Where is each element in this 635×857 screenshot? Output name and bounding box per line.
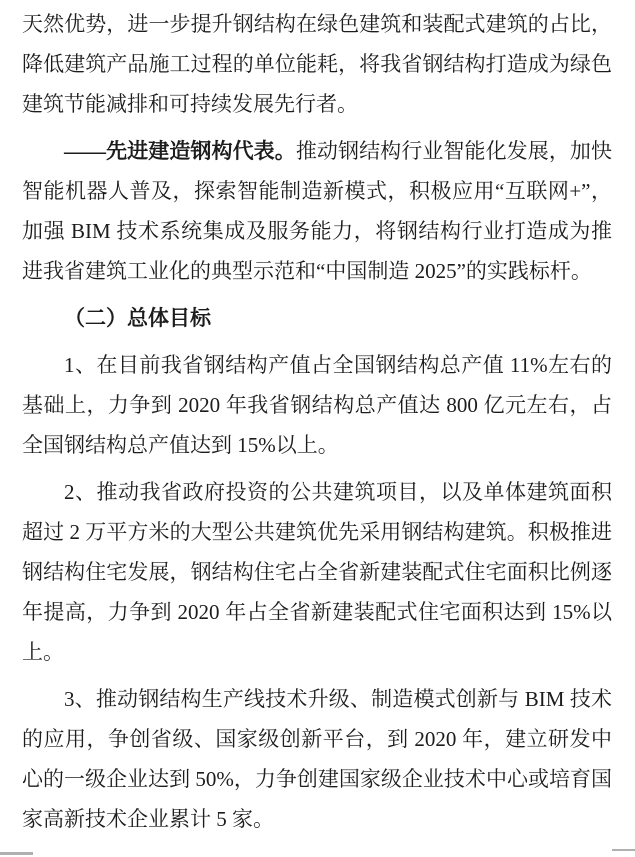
paragraph-goal-3: 3、推动钢结构生产线技术升级、制造模式创新与 BIM 技术的应用，争创省级、国家级创新平台，到 2020 年，建立研发中心的一级企业达到 50%，力争创建国家级企业技术中心或培育国家高新技术企业累计 5 家。	[22, 687, 612, 831]
paragraph-goal-1: 1、在目前我省钢结构产值占全国钢结构总产值 11%左右的基础上，力争到 2020 年我省钢结构总产值达 800 亿元左右，占全国钢结构总产值达到 15%以上。	[22, 353, 612, 457]
page-divider-left	[0, 852, 33, 855]
paragraph-text: 推动钢结构行业智能化发展，加快智能机器人普及，探索智能制造新模式，积极应用“互联网+”，加强 BIM 技术系统集成及服务能力，将钢结构行业打造成为推进我省建筑工业化的典型示范和“中国制造 2025”的实践标杆。	[22, 139, 613, 283]
paragraph-continuation: 天然优势，进一步提升钢结构在绿色建筑和装配式建筑的占比，降低建筑产品施工过程的单位能耗，将我省钢结构打造成为绿色建筑节能减排和可持续发展先行者。	[22, 12, 612, 116]
paragraph-goal-2: 2、推动我省政府投资的公共建筑项目，以及单体建筑面积超过 2 万平方米的大型公共建筑优先采用钢结构建筑。积极推进钢结构住宅发展，钢结构住宅占全省新建装配式住宅面积比例逐年提高，力争到 2020 年占全省新建装配式住宅面积达到 15%以上。	[22, 480, 612, 664]
page-divider-right	[612, 849, 635, 851]
paragraph-bold-lead: ——先进建造钢构代表。	[64, 139, 296, 163]
paragraph-advanced-construction	[22, 131, 612, 291]
section-heading-overall-goals: （二）总体目标	[64, 306, 211, 330]
